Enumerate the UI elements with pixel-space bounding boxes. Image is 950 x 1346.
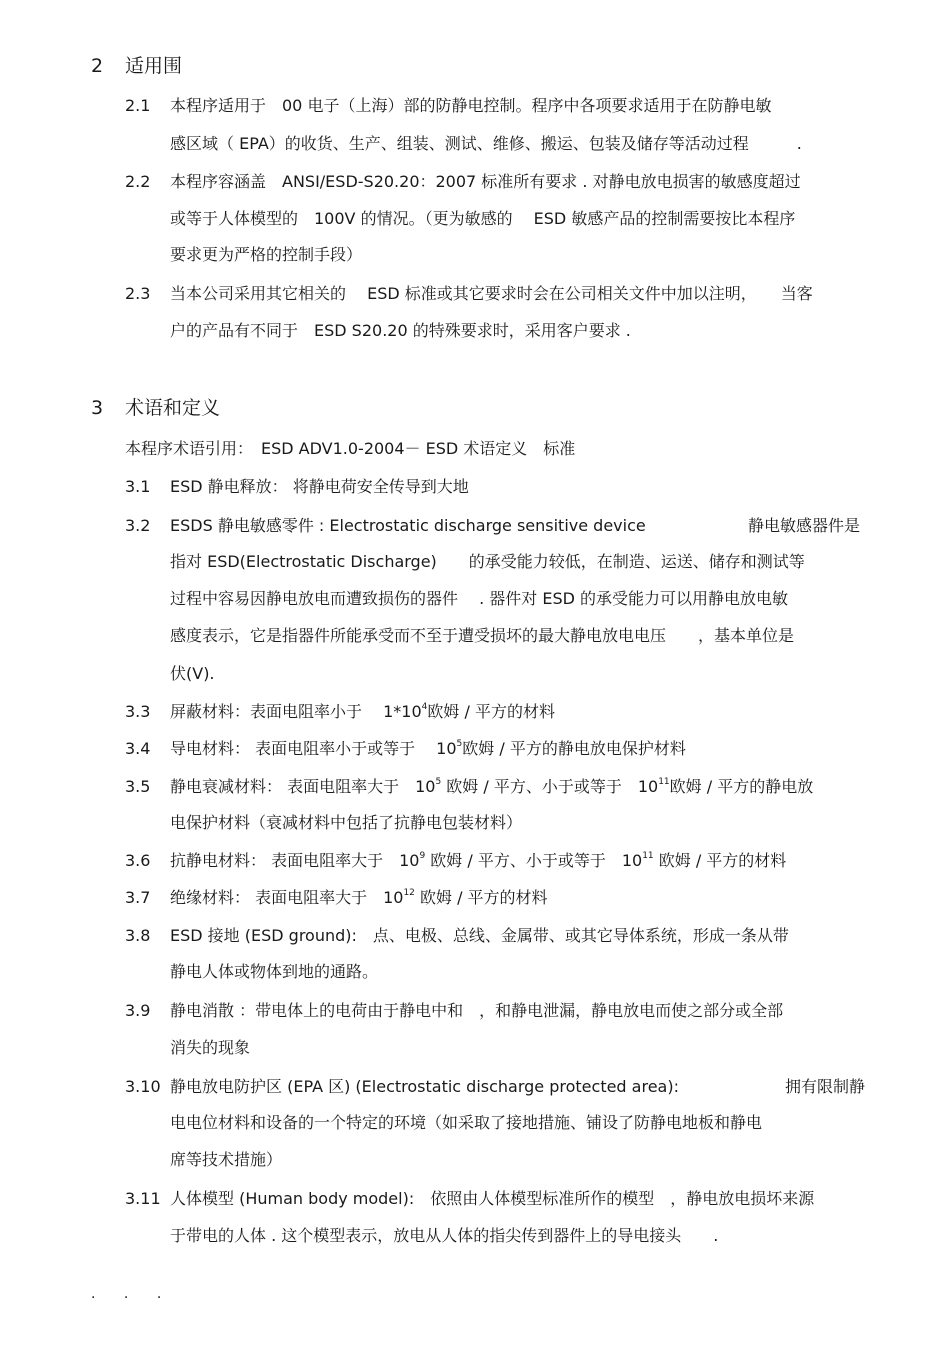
clause-text: 消失的现象 [170,1038,251,1057]
clause-text: 户的产品有不同于 ESD S20.20 的特殊要求时，采用客户要求 . [170,321,631,340]
clause-text: 屏蔽材料：表面电阻率小于 $1*10^4$欧姆 / 平方的材料 [170,702,555,721]
clause-number: 3.9 [125,1001,151,1020]
clause-3-10-right-text: 拥有限制静 [785,1077,866,1096]
clause-number: 3.2 [125,516,151,535]
clause-number: 3.1 [125,477,151,496]
clause-text: ESD 接地 (ESD ground): 点、电极、总线、金属带、或其它导体系统，形成一条从带 [170,926,789,945]
intro-text: 本程序术语引用： ESD ADV1.0-2004－ ESD 术语定义 标准 [125,439,576,458]
footer-dots [91,1286,185,1302]
superscript: 11 [658,777,670,787]
footer-dot: . [91,1286,96,1302]
clause-number: 2.2 [125,172,151,191]
clause-text: 于带电的人体 . 这个模型表示，放电从人体的指尖传到器件上的导电接头 . [170,1226,719,1245]
clause-text: 伏(V). [170,664,215,683]
clause-text: 人体模型 (Human body model): 依照由人体模型标准所作的模型 ，静电放电损坏来源 [170,1189,815,1208]
superscript: 4 [421,702,428,712]
clause-number: 3.7 [125,888,151,907]
clause-text: 要求更为严格的控制手段） [170,245,363,264]
clause-text: 导电材料： 表面电阻率小于或等于 $10^5$欧姆 / 平方的静电放电保护材料 [170,739,686,758]
clause-text: 过程中容易因静电放电而遭致损伤的器件 . 器件对 ESD 的承受能力可以用静电放电敏 [170,589,789,608]
clause-text: 或等于人体模型的 100V 的情况。（更为敏感的 ESD 敏感产品的控制需要按比本程序 [170,209,796,228]
clause-number: 3.10 [125,1077,161,1096]
section-number: 2 [91,55,104,77]
footer-dot: . [123,1286,129,1302]
superscript: 9 [419,851,426,861]
superscript: 5 [435,777,442,787]
clause-number: 3.5 [125,777,151,796]
clause-text: 绝缘材料： 表面电阻率大于 $10^{12}$ 欧姆 / 平方的材料 [170,888,548,907]
clause-text: 本程序容涵盖 ANSI/ESD-S20.20：2007 标准所有要求 . 对静电放电损害的敏感度超过 [170,172,801,191]
clause-text: 抗静电材料： 表面电阻率大于 $10^9$ 欧姆 / 平方、小于或等于 $10^{11}$ 欧姆 / 平方的材料 [170,851,787,870]
clause-text: 静电放电防护区 (EPA 区) (Electrostatic discharge protected area): [170,1077,679,1096]
clause-text: 本程序适用于 00 电子（上海）部的防静电控制。程序中各项要求适用于在防静电敏 [170,96,772,115]
section-intro [125,438,575,460]
superscript: 12 [403,888,415,898]
section-number: 3 [91,397,104,419]
clause-text: ESDS 静电敏感零件 : Electrostatic discharge sensitive device [170,516,646,535]
clause-text: 静电人体或物体到地的通路。 [170,962,379,981]
clause-number: 2.3 [125,284,151,303]
clause-text: 静电衰减材料： 表面电阻率大于 $10^5$ 欧姆 / 平方、小于或等于 $10^{11}$欧姆 / 平方的静电放 [170,777,814,796]
clause-text: 感区域（ EPA）的收货、生产、组装、测试、维修、搬运、包装及储存等活动过程 . [170,134,802,153]
clause-number: 3.4 [125,739,151,758]
section-title: 术语和定义 [125,397,221,419]
superscript: 11 [642,851,654,861]
clause-number: 3.8 [125,926,151,945]
clause-text: 电电位材料和设备的一个特定的环境（如采取了接地措施、铺设了防静电地板和静电 [170,1113,763,1132]
clause-text: 电保护材料（衰减材料中包括了抗静电包装材料） [170,813,523,832]
superscript: 5 [456,739,463,749]
footer-dot: . [156,1286,162,1302]
clause-number: 3.11 [125,1189,161,1208]
section-title: 适用围 [125,55,183,77]
clause-number: 2.1 [125,96,151,115]
clause-text: ESD 静电释放： 将静电荷安全传导到大地 [170,477,469,496]
clause-number: 3.3 [125,702,151,721]
clause-text: 静电消散 ：带电体上的电荷由于静电中和 ，和静电泄漏，静电放电而使之部分或全部 [170,1001,784,1020]
clause-text: 指对 ESD(Electrostatic Discharge) 的承受能力较低，在制造、运送、储存和测试等 [170,552,805,571]
clause-number: 3.6 [125,851,151,870]
clause-text: 席等技术措施） [170,1150,283,1169]
clause-text: 当本公司采用其它相关的 ESD 标准或其它要求时会在公司相关文件中加以注明， 当客 [170,284,813,303]
clause-text: 感度表示，它是指器件所能承受而不至于遭受损坏的最大静电放电电压 ，基本单位是 [170,626,795,645]
clause-3-2-right-text: 静电敏感器件是 [748,516,861,535]
